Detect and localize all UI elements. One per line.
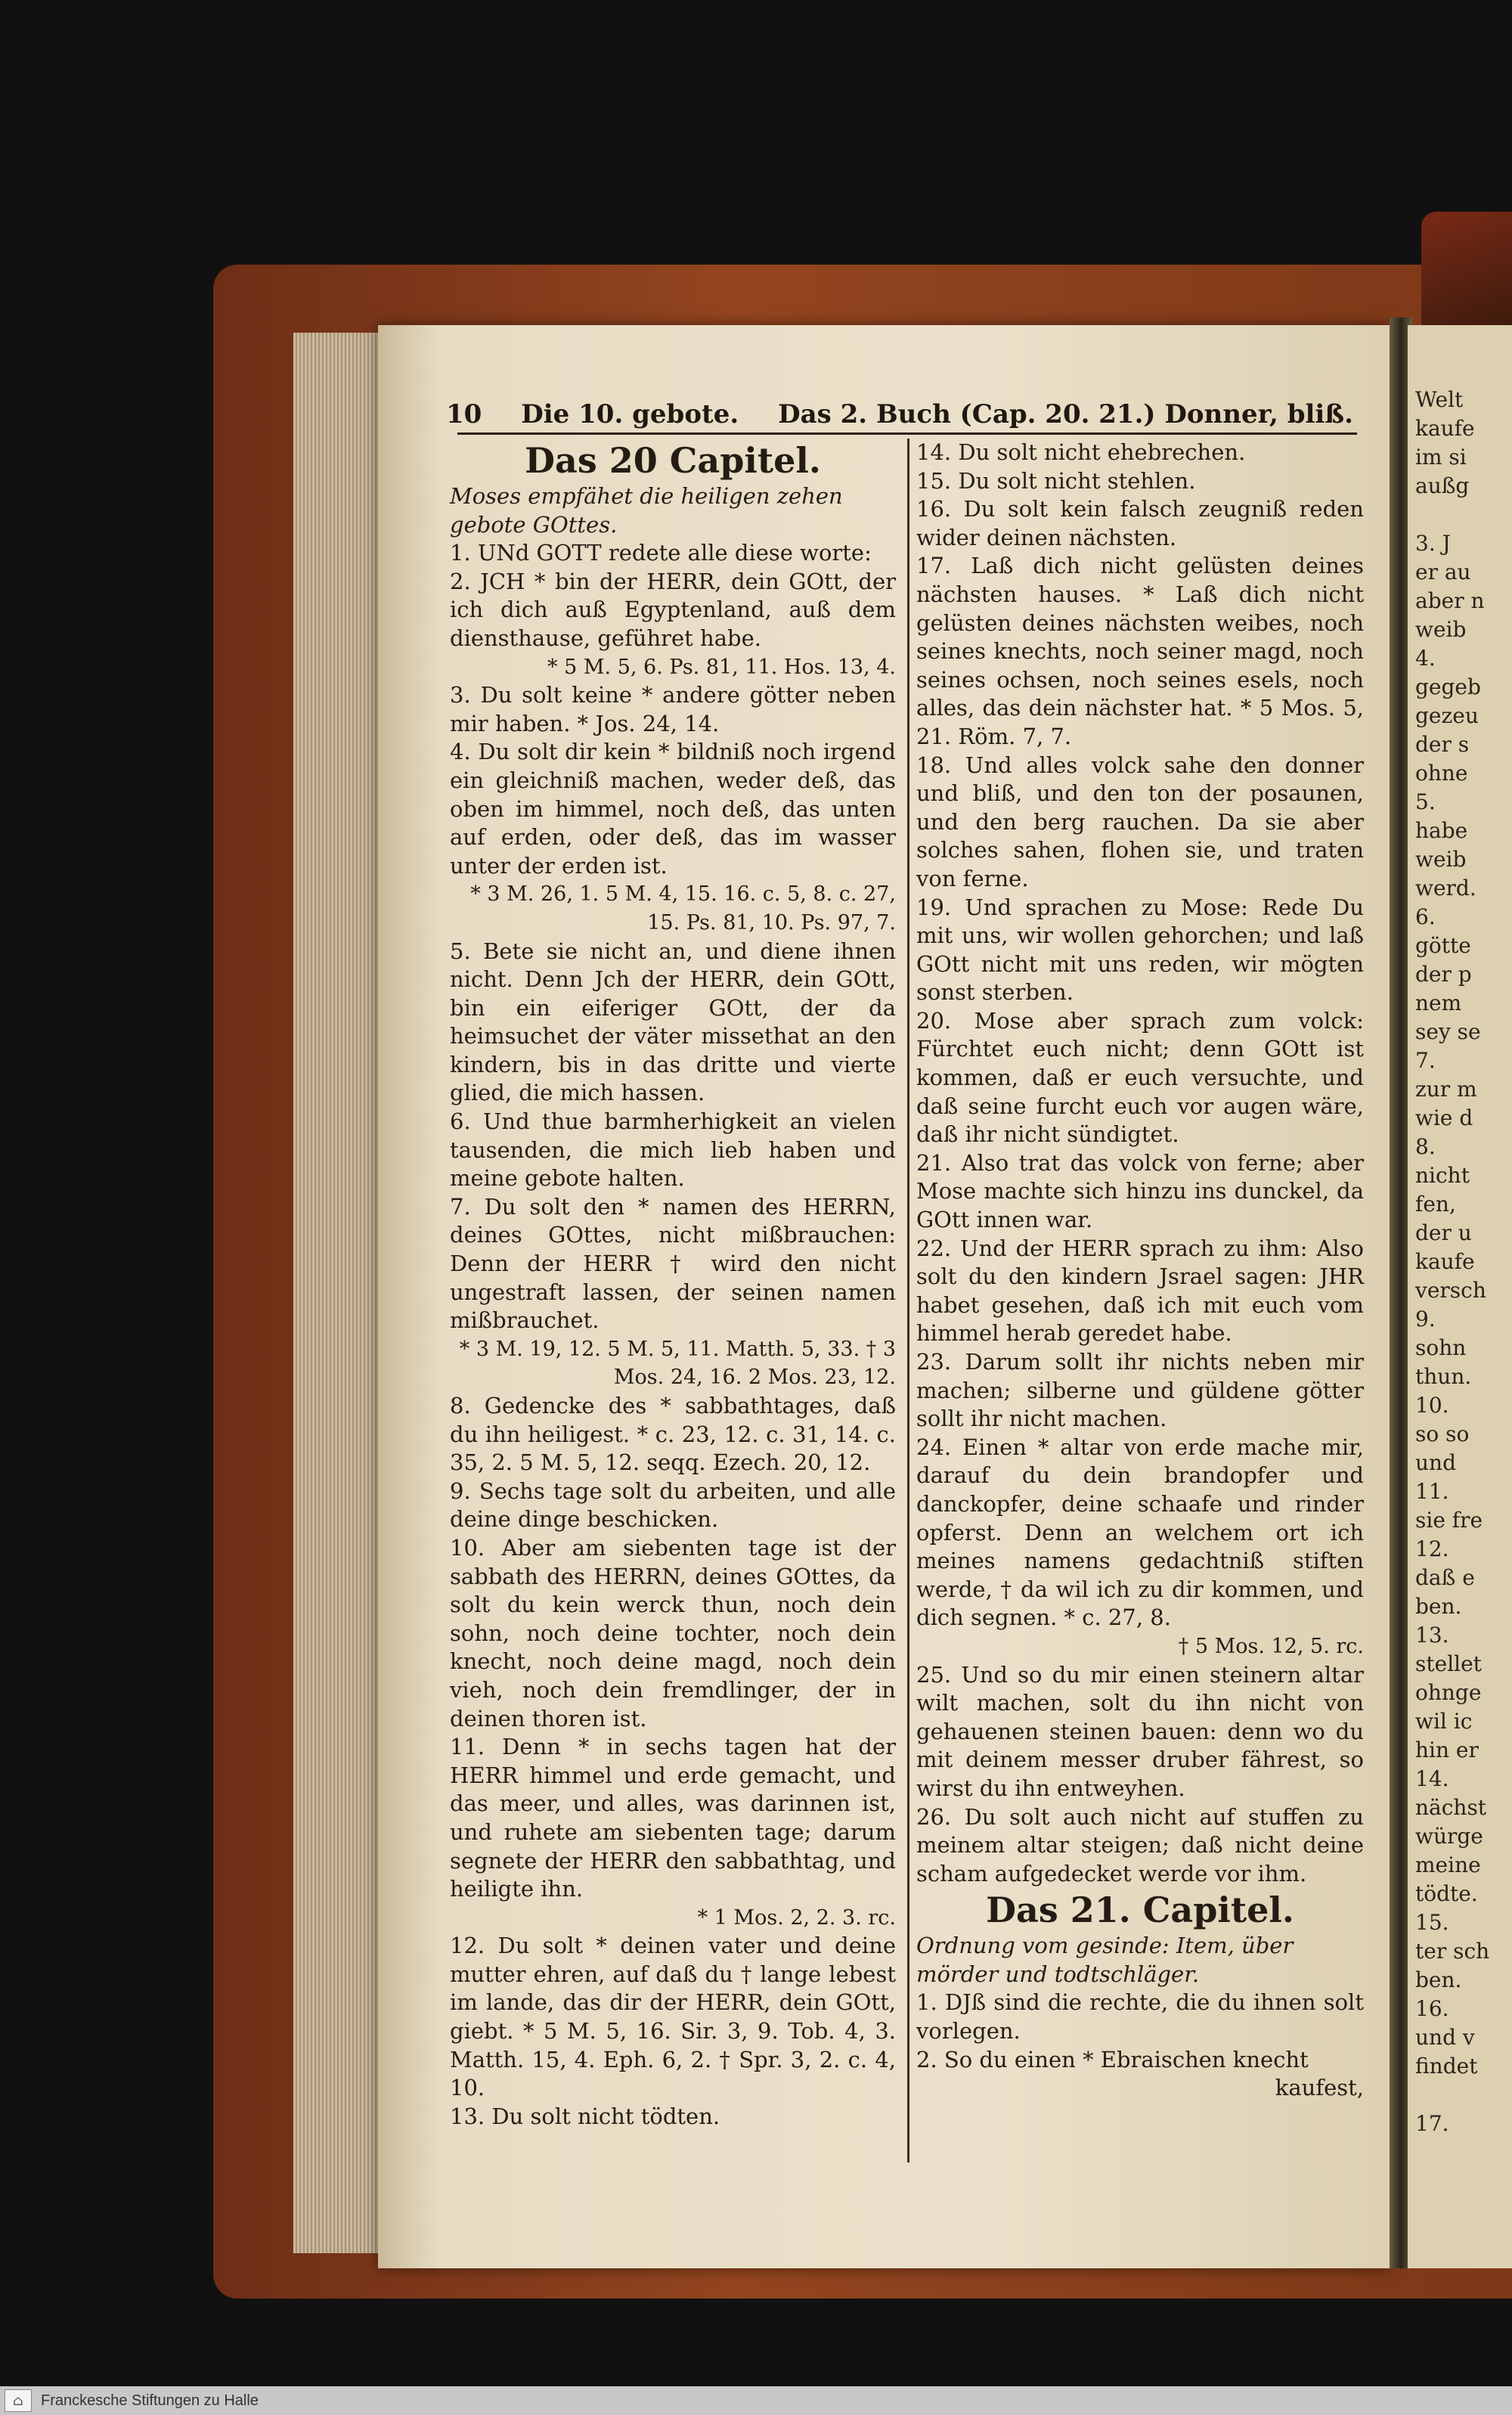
right-running-title: Das 2. Buch (Cap. 20. 21.) Donner, bliß. [778, 399, 1353, 429]
page-edges [293, 333, 392, 2253]
cross-reference: † 5 Mos. 12, 5. rc. [1178, 1634, 1364, 1658]
verse-paragraph: 6. Und thue barmherhigkeit an vielen tausenden, die mich lieb haben und meine gebote halten. [450, 1108, 896, 1192]
verse-paragraph: 25. Und so du mir einen steinern altar wilt machen, solt du ihn nicht von gehauenen steinen bauen: denn wo du mit deinem messer druber fährest, so wirst du ihn entweyhen. [916, 1661, 1364, 1801]
verse-paragraph: 18. Und alles volck sahe den donner und bliß, und den ton der posaunen, und den berg rauchen. Da sie aber solches sahen, flohen sie, und traten von ferne. [916, 752, 1364, 891]
verse-paragraph: 2. So du einen * Ebraischen knecht [916, 2046, 1309, 2072]
verse-paragraph: kaufest, [1275, 2075, 1364, 2101]
footer-credit: Franckesche Stiftungen zu Halle [41, 2392, 259, 2409]
verse-paragraph: 10. Aber am siebenten tage ist der sabbath des HERRN, deines GOttes, da solt du kein werck thun, noch dein sohn, noch deine tochter, noch dein knecht, noch deine magd, noch dein vieh, noch dein fremdlinger, der in deinen thoren ist. [450, 1534, 896, 1731]
right-page-fragment [1408, 325, 1512, 2268]
cross-reference: * 3 M. 26, 1. 5 M. 4, 15. 16. c. 5, 8. c. 27, 15. Ps. 81, 10. Ps. 97, 7. [470, 882, 896, 935]
verse-paragraph: 24. Einen * altar von erde mache mir, darauf du dein brandopfer und danckopfer, deine schaafe und rinder opferst. Denn an welchem ort ich meines namens gedachtniß stiften werde, † da wil ich zu dir kommen, und dich segnen. * c. 27, 8. [916, 1434, 1364, 1631]
book-spine [1421, 212, 1512, 333]
right-text-column [916, 439, 1364, 2103]
cross-reference: * 5 M. 5, 6. Ps. 81, 11. Hos. 13, 4. [547, 655, 896, 679]
verse-paragraph: 21. Also trat das volck von ferne; aber Mose machte sich hinzu ins dunckel, da GOtt innen war. [916, 1149, 1364, 1233]
verse-paragraph: 15. Du solt nicht stehlen. [916, 467, 1196, 494]
chapter-heading: Das 20 Capitel. [525, 440, 821, 481]
chapter-summary: Ordnung vom gesinde: Item, über mörder und todtschläger. [916, 1933, 1294, 1987]
verse-paragraph: 16. Du solt kein falsch zeugniß reden wider deinen nächsten. [916, 496, 1364, 550]
verse-paragraph: 14. Du solt nicht ehebrechen. [916, 439, 1246, 465]
cross-reference: * 3 M. 19, 12. 5 M. 5, 11. Matth. 5, 33. † 3 Mos. 24, 16. 2 Mos. 23, 12. [459, 1337, 896, 1390]
page-number: 10 [446, 399, 482, 429]
next-page-text: Welt kaufe im si außg 3. J er au aber n weib 4. gegeb gezeu der s ohne 5. habe weib werd. 6. götte der p nem sey se 7. zur m wie d 8. nicht fen, der u kaufe versch 9. sohn thun. 10. so so und 11. sie fre 12. daß e ben. 13. stellet ohnge wil ic hin er 14. nächst würge meine tödte. 15. ter sch ben. 16. und v findet 17. [1415, 387, 1490, 2136]
verse-paragraph: 26. Du solt auch nicht auf stuffen zu meinem altar steigen; daß nicht deine scham aufgedecket werde vor ihm. [916, 1803, 1364, 1886]
verse-paragraph: 23. Darum sollt ihr nichts neben mir machen; silberne und güldene götter sollt ihr nicht machen. [916, 1349, 1364, 1432]
verse-paragraph: 9. Sechs tage solt du arbeiten, und alle deine dinge beschicken. [450, 1477, 896, 1533]
institution-logo-icon: ⌂ [5, 2389, 32, 2412]
verse-paragraph: 22. Und der HERR sprach zu ihm: Also solt du den kindern Jsrael sagen: JHR habet gesehen, daß ich mit euch vom himmel herab geredet habe. [916, 1235, 1364, 1347]
left-running-title: Die 10. gebote. [521, 399, 739, 429]
chapter-heading: Das 21. Capitel. [986, 1890, 1294, 1931]
cross-reference: * 1 Mos. 2, 2. 3. rc. [697, 1905, 896, 1930]
chapter-summary: Moses empfähet die heiligen zehen gebote GOttes. [450, 483, 843, 538]
verse-paragraph: 2. JCH * bin der HERR, dein GOtt, der ich dich auß Egyptenland, auß dem diensthause, geführet habe. [450, 568, 896, 651]
verse-paragraph: 19. Und sprachen zu Mose: Rede Du mit uns, wir wollen gehorchen; und laß GOtt nicht mit uns reden, wir mögten sonst sterben. [916, 894, 1364, 1006]
left-text-column [450, 439, 896, 2131]
running-header [446, 393, 1353, 429]
verse-paragraph: 1. UNd GOTT redete alle diese worte: [450, 540, 872, 566]
verse-paragraph: 8. Gedencke des * sabbathtages, daß du ihn heiligest. * c. 23, 12. c. 31, 14. c. 35, 2. 5 M. 5, 12. seqq. Ezech. 20, 12. [450, 1393, 896, 1476]
verse-paragraph: 13. Du solt nicht tödten. [450, 2103, 720, 2129]
verse-paragraph: 5. Bete sie nicht an, und diene ihnen nicht. Denn Jch der HERR, dein GOtt, bin ein eiferiger GOtt, der da heimsuchet der väter missethat an den kindern, bis in das dritte und vierte glied, die mich hassen. [450, 938, 896, 1106]
verse-paragraph: 11. Denn * in sechs tagen hat der HERR himmel und erde gemacht, und das meer, und alles, was darinnen ist, und ruhete am siebenten tage; darum segnete der HERR den sabbathtag, und heiligte ihn. [450, 1734, 896, 1902]
verse-paragraph: 3. Du solt keine * andere götter neben mir haben. * Jos. 24, 14. [450, 682, 896, 736]
verse-paragraph: 7. Du solt den * namen des HERRN, deines GOttes, nicht mißbrauchen: Denn der HERR † wird den nicht ungestraft lassen, der seinen namen mißbrauchet. [450, 1193, 896, 1334]
verse-paragraph: 1. DJß sind die rechte, die du ihnen solt vorlegen. [916, 1989, 1364, 2045]
verse-paragraph: 12. Du solt * deinen vater und deine mutter ehren, auf daß du † lange lebest im lande, das dir der HERR, dein GOtt, giebt. * 5 M. 5, 16. Sir. 3, 9. Tob. 4, 3. Matth. 15, 4. Eph. 6, 2. † Spr. 3, 2. c. 4, 10. [450, 1933, 896, 2101]
verse-paragraph: 17. Laß dich nicht gelüsten deines nächsten hauses. * Laß dich nicht gelüsten deines nächsten weibes, noch seines knechts, noch seiner magd, noch seines ochsen, noch seines esels, noch alles, das dein nächster hat. * 5 Mos. 5, 21. Röm. 7, 7. [916, 553, 1364, 749]
verse-paragraph: 20. Mose aber sprach zum volck: Fürchtet euch nicht; denn GOtt ist kommen, daß er euch versuchte, und daß seine furcht euch vor augen wäre, daß ihr nicht sündigtet. [916, 1007, 1364, 1148]
footer-bar [0, 2386, 1512, 2415]
header-rule [457, 432, 1357, 435]
column-rule [907, 439, 909, 2162]
verse-paragraph: 4. Du solt dir kein * bildniß noch irgend ein gleichniß machen, weder deß, das oben im himmel, noch deß, das unten auf erden, oder deß, das im wasser unter der erden ist. [450, 739, 896, 879]
